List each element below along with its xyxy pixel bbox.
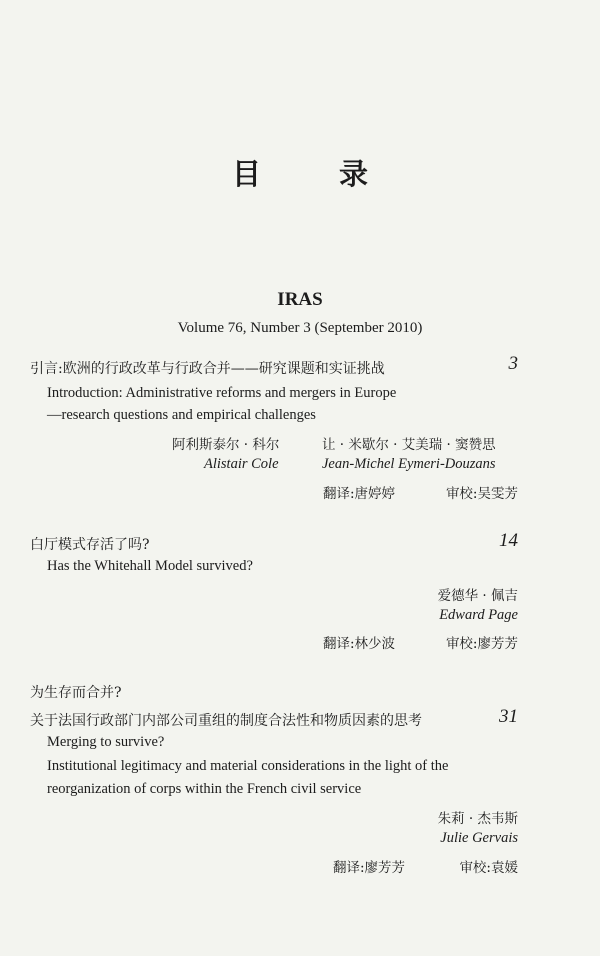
article-page-number: 14: [499, 530, 518, 551]
article-en-title: Has the Whitehall Model survived?: [47, 558, 253, 574]
article-page-number: 31: [499, 706, 518, 727]
translator: 翻译:唐婷婷: [323, 486, 396, 502]
author-zh: 让 · 米歇尔 · 艾美瑞 · 窦赞思: [322, 437, 496, 453]
translator: 翻译:廖芳芳: [333, 860, 406, 876]
article-zh-title: 为生存而合并?: [30, 685, 122, 701]
article-en-title: Merging to survive?: [47, 734, 165, 750]
translator: 翻译:林少波: [323, 636, 396, 652]
reviewer: 审校:吴雯芳: [445, 486, 518, 502]
journal-name: IRAS: [277, 289, 323, 310]
article-zh-title: 白厅模式存活了吗?: [30, 537, 150, 553]
reviewer: 审校:廖芳芳: [445, 636, 518, 652]
article-en-subtitle-cont: reorganization of corps within the French civil service: [47, 781, 362, 797]
article-en-subtitle: Institutional legitimacy and material considerations in the light of the: [47, 758, 449, 774]
article-en-title: Introduction: Administrative reforms and mergers in Europe: [47, 385, 397, 401]
author-zh: 爱德华 · 佩吉: [437, 588, 518, 604]
author-zh: 阿利斯泰尔 · 科尔: [172, 437, 280, 453]
article-page-number: 3: [508, 353, 518, 374]
volume-info: Volume 76, Number 3 (September 2010): [177, 320, 423, 336]
author-en: Edward Page: [439, 607, 518, 623]
author-en: Jean-Michel Eymeri-Douzans: [322, 456, 496, 472]
author-en: Alistair Cole: [204, 456, 279, 472]
article-en-title-cont: —research questions and empirical challenges: [47, 407, 316, 423]
author-zh: 朱莉 · 杰韦斯: [437, 811, 518, 827]
page-title: 目 录: [231, 157, 403, 191]
author-en: Julie Gervais: [440, 830, 518, 846]
article-zh-title: 引言:欧洲的行政改革与行政合并——研究课题和实证挑战: [30, 361, 385, 377]
article-zh-subtitle: 关于法国行政部门内部公司重组的制度合法性和物质因素的思考: [30, 713, 422, 729]
reviewer: 审校:袁媛: [459, 860, 518, 876]
